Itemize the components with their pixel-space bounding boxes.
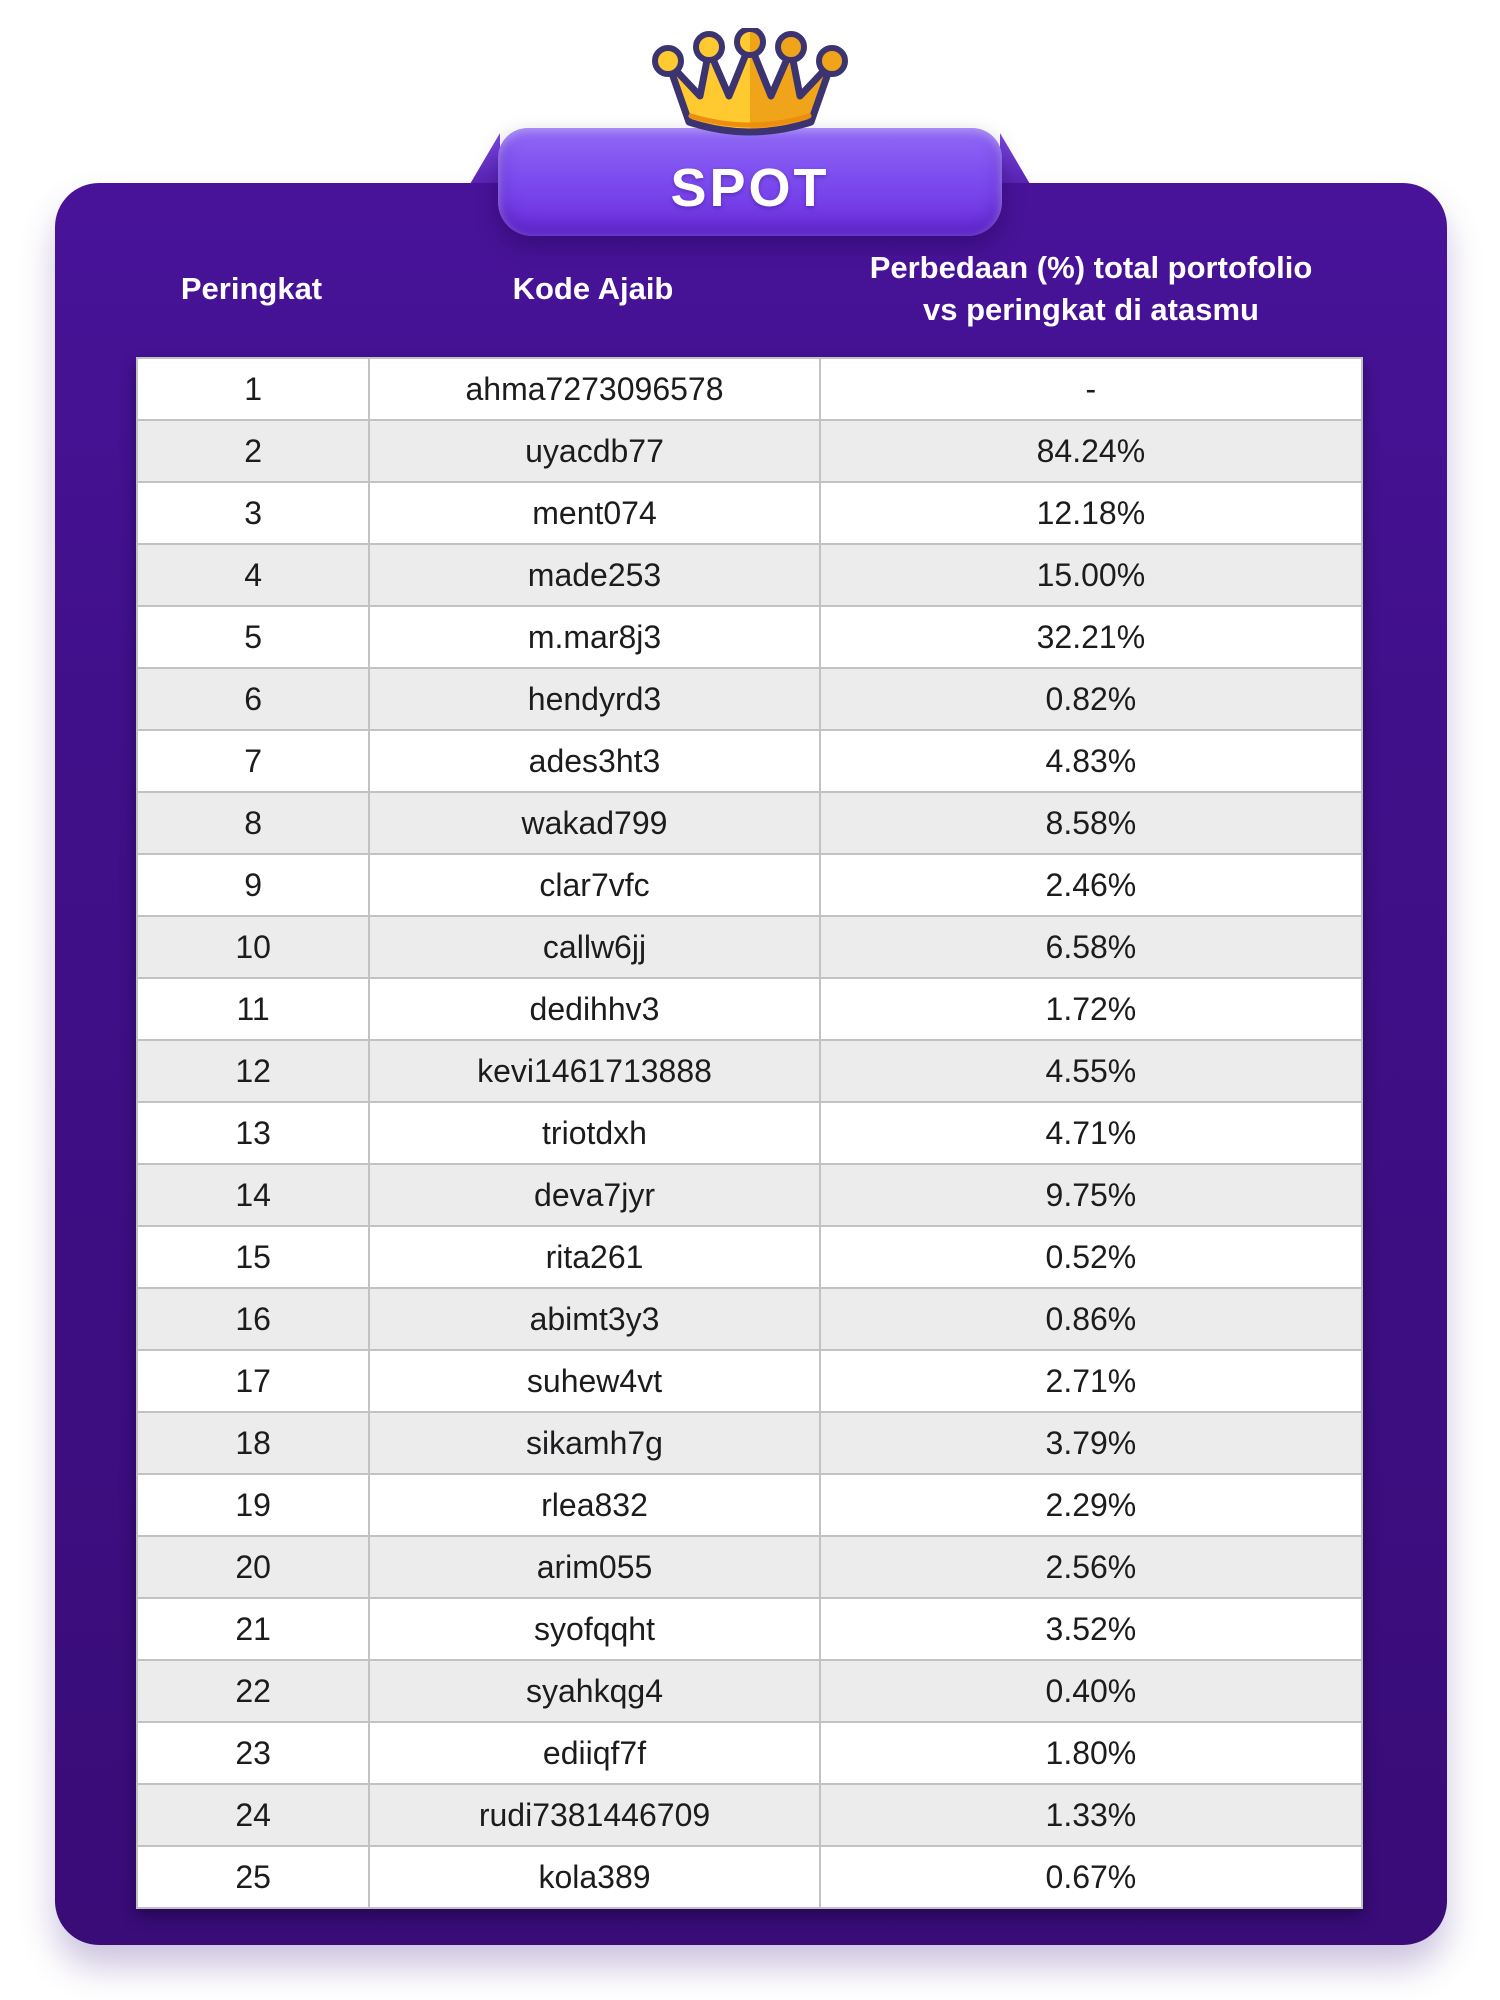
table-row [138,1411,1361,1473]
table-row [138,1101,1361,1163]
table-row [138,1597,1361,1659]
rank-cell: 14 [235,1176,271,1213]
difference-cell: 4.55% [819,1041,1361,1101]
difference-cell: 2.56% [819,1537,1361,1597]
difference-cell: 1.33% [819,1785,1361,1845]
difference-cell: 32.21% [819,607,1361,667]
code-cell: clar7vfc [368,855,819,915]
table-body [138,359,1361,1907]
crown-icon [651,28,849,150]
difference-cell: 15.00% [819,545,1361,605]
difference-cell: 12.18% [819,483,1361,543]
difference-cell: 0.67% [819,1847,1361,1907]
table-row [138,853,1361,915]
rank-cell: 6 [244,680,263,717]
code-cell: uyacdb77 [368,421,819,481]
code-cell: made253 [368,545,819,605]
table-row [138,1287,1361,1349]
table-row [138,359,1361,419]
difference-cell: 2.71% [819,1351,1361,1411]
code-cell: ades3ht3 [368,731,819,791]
rank-cell: 3 [244,494,263,531]
table-row [138,605,1361,667]
code-cell: hendyrd3 [368,669,819,729]
column-header-difference [819,247,1363,331]
code-cell: syofqqht [368,1599,819,1659]
code-cell: rita261 [368,1227,819,1287]
code-cell: triotdxh [368,1103,819,1163]
code-cell: rudi7381446709 [368,1785,819,1845]
ribbon-fold-left [470,133,500,184]
table-row [138,1721,1361,1783]
difference-cell: 4.83% [819,731,1361,791]
difference-cell: 6.58% [819,917,1361,977]
table-row [138,1845,1361,1907]
code-cell: ahma7273096578 [368,359,819,419]
table-row [138,1473,1361,1535]
table-row [138,1163,1361,1225]
rank-cell: 21 [235,1610,271,1647]
rank-cell: 2 [244,432,263,469]
difference-cell: 1.72% [819,979,1361,1039]
difference-cell: 0.86% [819,1289,1361,1349]
difference-cell: 8.58% [819,793,1361,853]
rank-cell: 5 [244,618,263,655]
difference-cell: 2.46% [819,855,1361,915]
rank-cell: 9 [244,866,263,903]
code-cell: ediiqf7f [368,1723,819,1783]
table-row [138,543,1361,605]
difference-cell: 4.71% [819,1103,1361,1163]
table-row [138,915,1361,977]
table-row [138,481,1361,543]
rank-cell: 4 [244,556,263,593]
table-row [138,1349,1361,1411]
rank-cell: 19 [235,1486,271,1523]
table-header-row [136,235,1363,343]
rank-cell: 16 [235,1300,271,1337]
leaderboard-table [136,357,1363,1909]
rank-cell: 18 [235,1424,271,1461]
table-row [138,1659,1361,1721]
rank-cell: 25 [235,1858,271,1895]
ribbon-fold-right [1000,133,1030,184]
table-row [138,1535,1361,1597]
difference-cell: 1.80% [819,1723,1361,1783]
difference-cell: - [819,359,1361,419]
table-row [138,1783,1361,1845]
code-cell: dedihhv3 [368,979,819,1039]
rank-cell: 23 [235,1734,271,1771]
rank-cell: 13 [235,1114,271,1151]
difference-cell: 2.29% [819,1475,1361,1535]
difference-cell: 0.82% [819,669,1361,729]
difference-cell: 9.75% [819,1165,1361,1225]
code-cell: arim055 [368,1537,819,1597]
rank-cell: 11 [236,990,270,1027]
table-row [138,419,1361,481]
page-title: SPOT [670,158,830,218]
rank-cell: 7 [244,742,263,779]
code-cell: syahkqg4 [368,1661,819,1721]
code-cell: wakad799 [368,793,819,853]
code-cell: callw6jj [368,917,819,977]
code-cell: sikamh7g [368,1413,819,1473]
code-cell: rlea832 [368,1475,819,1535]
table-row [138,729,1361,791]
table-row [138,667,1361,729]
table-row [138,1225,1361,1287]
rank-cell: 1 [244,370,263,407]
difference-cell: 3.79% [819,1413,1361,1473]
column-header-difference-line2: vs peringkat di atasmu [923,292,1259,327]
difference-cell: 84.24% [819,421,1361,481]
column-header-rank: Peringkat [180,271,323,306]
rank-cell: 24 [235,1796,271,1833]
difference-cell: 0.40% [819,1661,1361,1721]
table-row [138,1039,1361,1101]
table-row [138,791,1361,853]
code-cell: ment074 [368,483,819,543]
column-header-code: Kode Ajaib [512,271,674,306]
table-row [138,977,1361,1039]
rank-cell: 10 [235,928,271,965]
code-cell: kevi1461713888 [368,1041,819,1101]
code-cell: abimt3y3 [368,1289,819,1349]
column-header-difference-line1: Perbedaan (%) total portofolio [869,250,1313,285]
rank-cell: 20 [235,1548,271,1585]
rank-cell: 12 [235,1052,271,1089]
code-cell: deva7jyr [368,1165,819,1225]
rank-cell: 15 [235,1238,271,1275]
code-cell: kola389 [368,1847,819,1907]
difference-cell: 3.52% [819,1599,1361,1659]
difference-cell: 0.52% [819,1227,1361,1287]
code-cell: suhew4vt [368,1351,819,1411]
rank-cell: 22 [235,1672,271,1709]
leaderboard-card [55,183,1447,1945]
rank-cell: 17 [235,1362,271,1399]
rank-cell: 8 [244,804,263,841]
code-cell: m.mar8j3 [368,607,819,667]
